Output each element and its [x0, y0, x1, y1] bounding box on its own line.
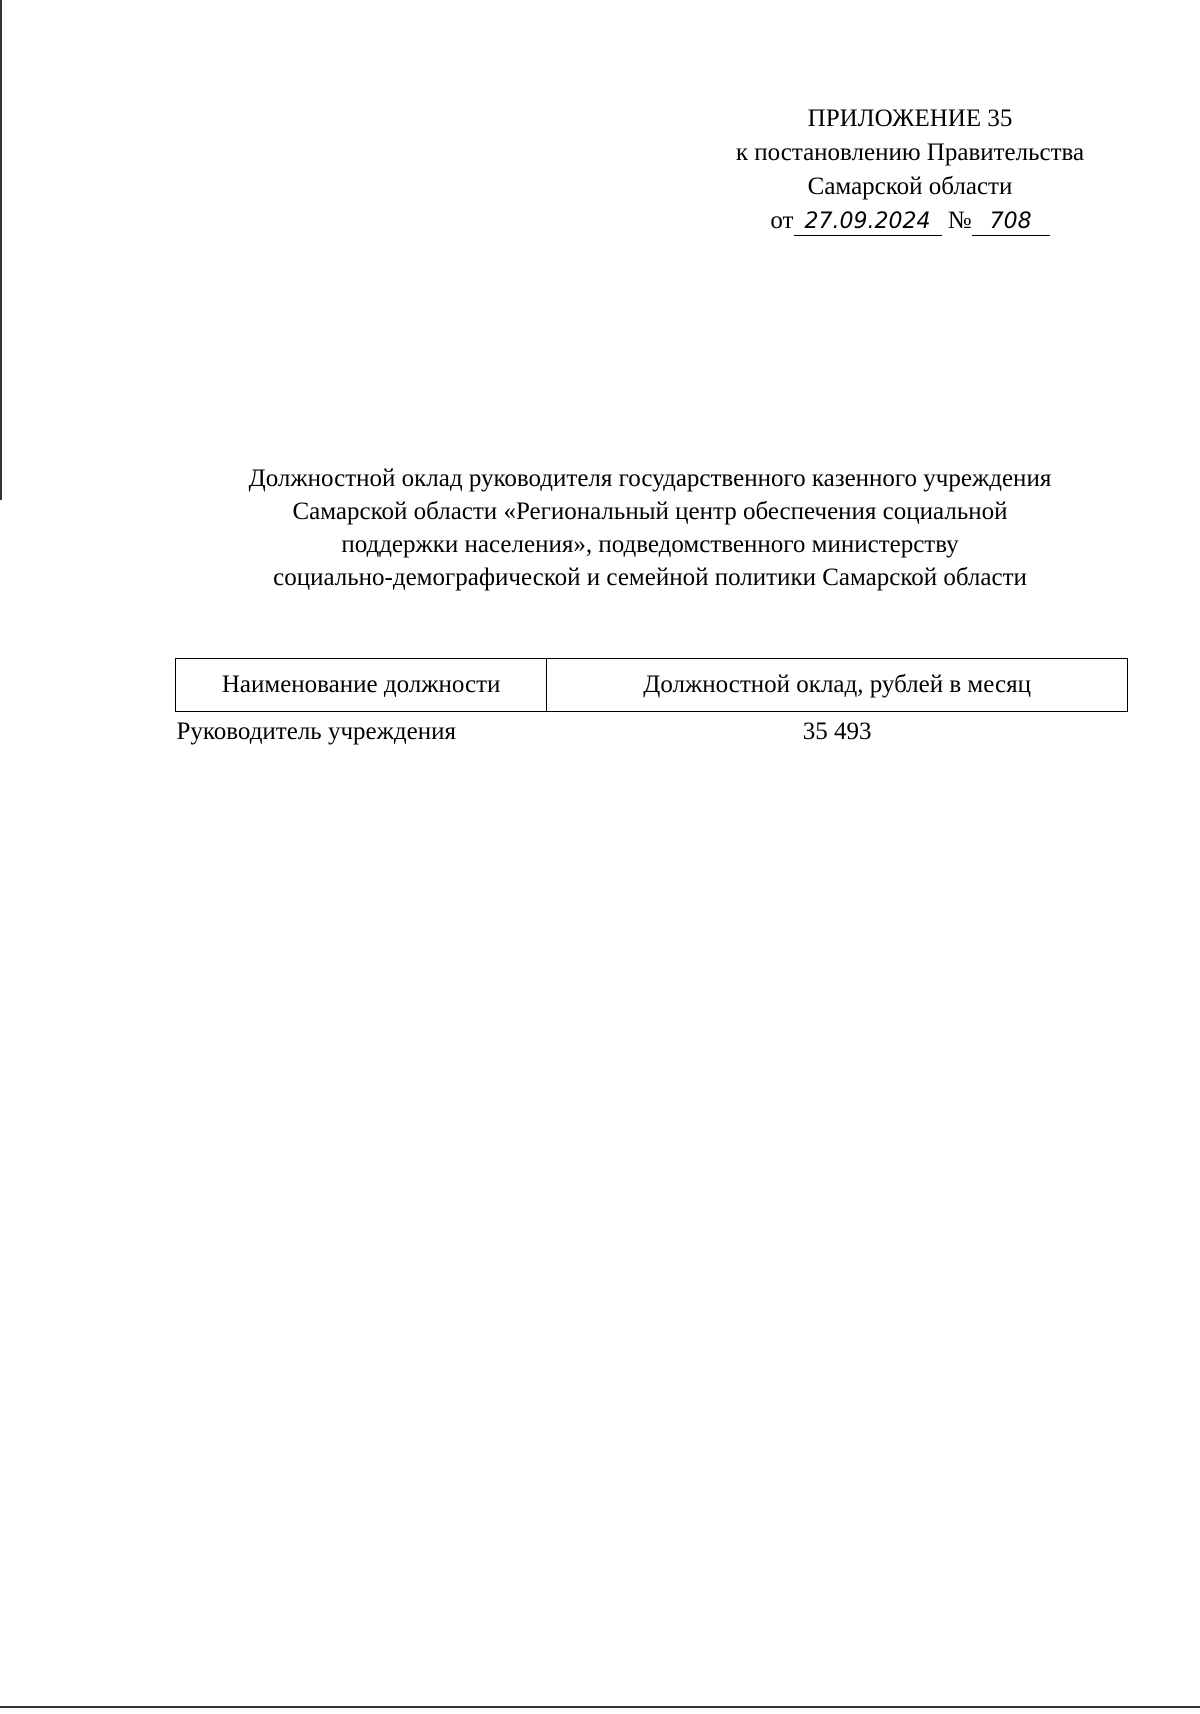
salary-table: [175, 658, 1128, 759]
date-prefix: от: [770, 207, 794, 234]
table-header-row: [176, 659, 1128, 712]
position-cell: Руководитель учреждения: [176, 718, 456, 745]
title-line: Самарской области «Региональный центр обеспечения социальной: [292, 498, 1008, 525]
handwritten-number: 708: [972, 209, 1050, 236]
number-prefix: №: [947, 207, 972, 234]
appendix-header: [700, 102, 1120, 238]
appendix-date-line: [700, 204, 1120, 238]
scan-bottom-edge: [0, 1706, 1200, 1708]
title-line: социально-демографической и семейной политики Самарской области: [273, 564, 1027, 591]
handwritten-date: 27.09.2024: [794, 209, 942, 236]
title-line: поддержки населения», подведомственного министерству: [341, 531, 959, 558]
appendix-line2: Самарской области: [807, 173, 1013, 200]
column-header-position: Наименование должности: [176, 659, 547, 712]
scan-edge: [0, 0, 8, 500]
table-row: [176, 712, 1128, 760]
title-line: Должностной оклад руководителя государственного казенного учреждения: [248, 465, 1052, 492]
column-header-salary: Должностной оклад, рублей в месяц: [547, 659, 1128, 712]
salary-cell: 35 493: [802, 718, 872, 745]
appendix-line1: к постановлению Правительства: [735, 139, 1085, 166]
document-title: [150, 462, 1150, 594]
appendix-number: ПРИЛОЖЕНИЕ 35: [807, 105, 1013, 132]
